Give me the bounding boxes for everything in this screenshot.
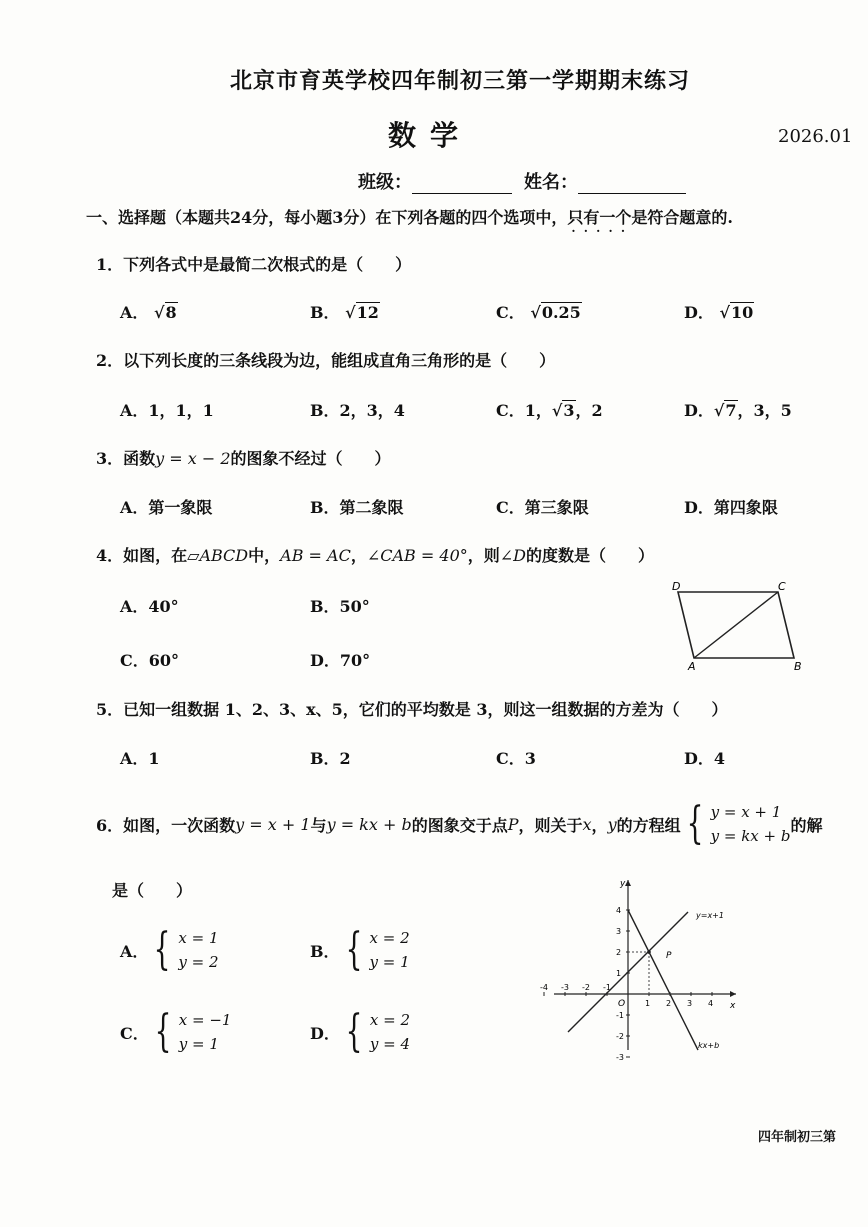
section-heading-emphasis: 只有一个 · · · [567,208,631,227]
sqrt-symbol: √7 [713,401,737,420]
exam-title: 北京市育英学校四年制初三第一学期期末练习 [230,68,691,94]
section-heading-part2: 是符合题意的. [631,208,733,227]
vertex-b-label: B [794,660,802,673]
origin-label: O [618,999,626,1009]
q5-option-d[interactable]: D．4 [684,749,726,768]
y-tick-label: -2 [616,1032,624,1041]
question-1-stem: 1．下列各式中是最简二次根式的是（ ） [96,255,412,274]
class-blank[interactable] [412,175,512,194]
q2-option-d[interactable]: D．√7，3，5 [684,401,792,420]
y-tick-label: 3 [616,927,622,936]
equation-system: { y = x + 1 y = kx + b [686,798,791,849]
q2-option-b[interactable]: B．2，3，4 [310,401,405,420]
q2-option-c[interactable]: C．1，√3，2 [496,401,603,420]
q4-option-d[interactable]: D．70° [310,651,371,670]
q4-option-a[interactable]: A．40° [120,597,179,616]
name-label: 姓名： [524,172,578,193]
parallelogram-figure [664,576,814,676]
q4-option-b[interactable]: B．50° [310,597,370,616]
vertex-c-label: C [778,580,786,593]
q3-option-c[interactable]: C．第三象限 [496,498,589,517]
x-tick-label: 1 [645,999,651,1008]
q3-option-b[interactable]: B．第二象限 [310,498,404,517]
y-axis-arrow [625,880,631,886]
x-tick-label: 4 [708,999,714,1008]
question-2-stem: 2．以下列长度的三条线段为边，能组成直角三角形的是（ ） [96,351,556,370]
x-tick-label: -2 [582,983,590,992]
q5-option-a[interactable]: A．1 [120,749,160,768]
axis-ticks [540,906,713,1062]
x-tick-label: 3 [687,999,693,1008]
q1-option-d[interactable]: D． √10 [684,303,754,322]
q6-option-a[interactable]: A． { x = 1 y = 2 [120,924,219,975]
subject-title: 数学 [388,119,473,152]
x-tick-label: -4 [540,983,548,992]
q6-option-d[interactable]: D． { x = 2 y = 4 [310,1006,411,1057]
y-tick-label: 1 [616,969,622,978]
sqrt-symbol: √3 [551,401,575,420]
q5-option-b[interactable]: B．2 [310,749,351,768]
q1-option-a[interactable]: A． √8 [120,303,177,322]
student-info [358,168,686,194]
q2-option-a[interactable]: A．1，1，1 [120,401,214,420]
point-p-label: P [666,951,672,961]
function-expression: y = x − 2 [155,449,231,468]
diagonal-ac [694,592,778,658]
sqrt-symbol: √12 [345,303,379,322]
vertex-d-label: D [672,580,681,593]
y-tick-label: -3 [616,1053,624,1062]
line2-label: kx+b [698,1041,720,1050]
y-axis-label: y [620,879,626,889]
question-5-stem: 5．已知一组数据 1、2、3、x、5，它们的平均数是 3，则这一组数据的方差为（ ） [96,700,728,719]
question-3-stem: 3．函数y = x − 2的图象不经过（ ） [96,449,391,468]
q6-option-c[interactable]: C． { x = −1 y = 1 [120,1006,232,1057]
exam-date: 2026.01 [778,126,853,147]
x-tick-label: -3 [561,983,569,992]
question-6-stem-line2: 是（ ） [112,881,193,900]
x-axis-arrow [730,991,736,997]
y-tick-label: 2 [616,948,622,957]
section-heading [86,205,733,228]
section-heading-part1: 一、选择题（本题共24分，每小题3分）在下列各题的四个选项中， [86,208,568,227]
sqrt-symbol: √10 [719,303,754,322]
sqrt-symbol: √0.25 [530,303,581,322]
q3-option-d[interactable]: D．第四象限 [684,498,778,517]
x-axis-label: x [730,1001,736,1011]
q6-option-b[interactable]: B． { x = 2 y = 1 [310,924,410,975]
y-tick-label: -1 [616,1011,624,1020]
question-4-stem: 4．如图，在▱ABCD中，AB = AC，∠CAB = 40°，则∠D的度数是（ ） [96,546,655,565]
x-tick-label: -1 [603,983,611,992]
intersection-point [647,950,651,954]
y-tick-label: 4 [616,906,622,915]
linear-functions-graph [540,876,748,1062]
vertex-a-label: A [688,660,696,673]
q1-option-b[interactable]: B． √12 [310,303,379,322]
line-kx-plus-b [628,910,698,1050]
q5-option-c[interactable]: C．3 [496,749,536,768]
q1-option-c[interactable]: C． √0.25 [496,303,581,322]
x-tick-label: 2 [666,999,672,1008]
line1-label: y=x+1 [696,911,724,920]
q4-option-c[interactable]: C．60° [120,651,180,670]
question-6-stem: 6．如图，一次函数 y = x + 1 与 y = kx + b 的图象交于点 P ，则关于 x ， y 的方程组 { y = x + 1 y = kx + b 的解 [96,798,823,849]
class-label: 班级： [358,172,412,193]
name-blank[interactable] [578,175,686,194]
page-footer: 四年制初三第 [758,1130,837,1145]
q3-option-a[interactable]: A．第一象限 [120,498,213,517]
sqrt-symbol: √8 [154,303,177,322]
